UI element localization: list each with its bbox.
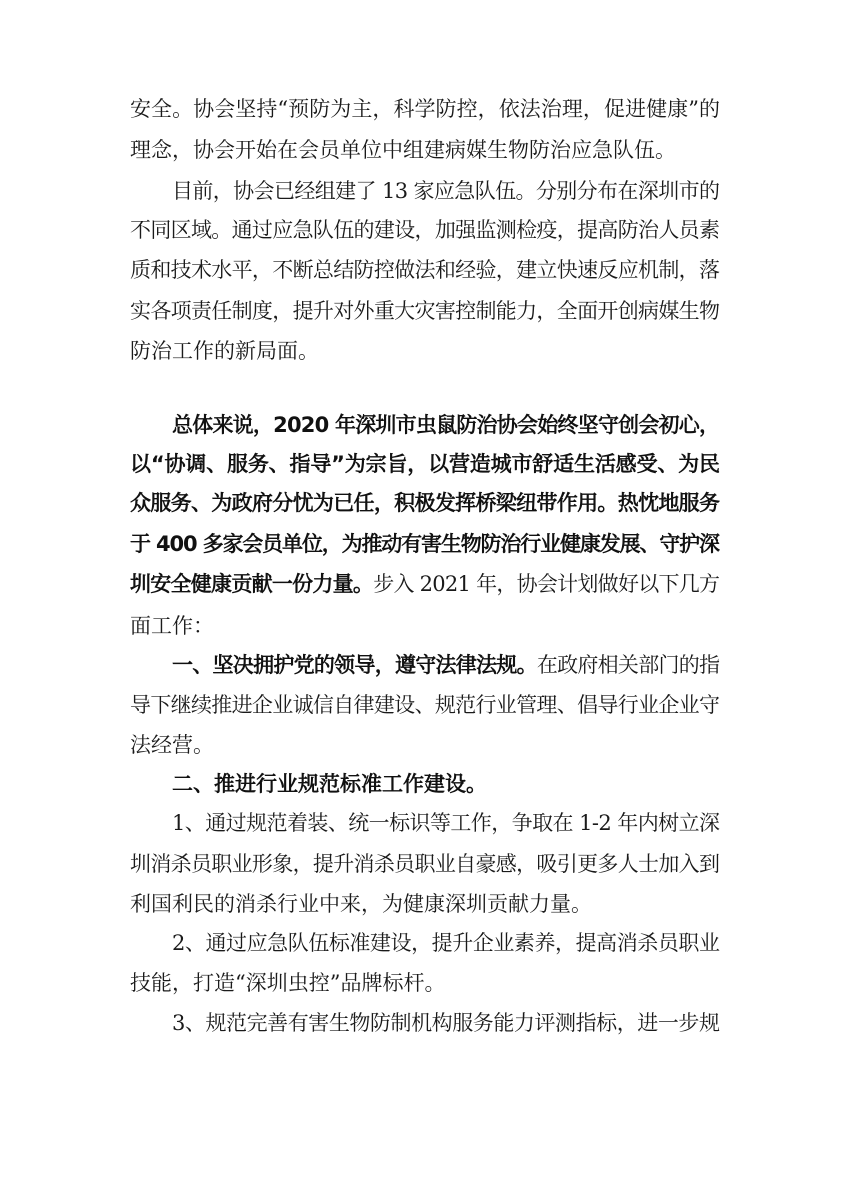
bold-text-run: 总体来说，2020 年深圳市虫鼠防治协会始终坚守创会初心，	[172, 413, 720, 437]
text-line	[0, 564, 849, 604]
text-line	[0, 645, 849, 685]
text-line-content	[172, 405, 719, 445]
text-line-content	[130, 963, 445, 1003]
text-line-content	[130, 524, 719, 564]
text-line-content	[172, 1003, 720, 1043]
text-line	[0, 884, 849, 924]
text-run: 安全。协会坚持“预防为主，科学防控，依法治理，促进健康”的	[130, 97, 721, 121]
text-run: 法经营。	[130, 733, 214, 757]
text-line-content	[130, 89, 720, 129]
text-run: 不同区域。通过应急队伍的建设，加强监测检疫，提高防治人员素	[130, 218, 720, 242]
text-line	[0, 89, 849, 129]
text-line	[0, 844, 849, 884]
text-run: 3、规范完善有害生物防制机构服务能力评测指标，进一步规	[172, 1011, 720, 1035]
text-run: 理念，协会开始在会员单位中组建病媒生物防治应急队伍。	[130, 138, 676, 162]
text-run: 步入 2021 年，协会计划做好以下几方	[373, 572, 720, 596]
text-line-content	[130, 844, 719, 884]
text-run: 在政府相关部门的指	[536, 653, 720, 677]
text-line	[0, 291, 849, 331]
text-line	[0, 923, 849, 963]
text-line-content	[130, 130, 676, 170]
bold-text-run: 众服务、为政府分忧为已任，积极发挥桥梁纽带作用。热忱地服务	[130, 491, 720, 515]
bold-text-run: 二、推进行业规范标准工作建设。	[172, 772, 487, 796]
text-run: 利国利民的消杀行业中来，为健康深圳贡献力量。	[130, 892, 592, 916]
text-line	[0, 685, 849, 725]
text-line-content	[172, 171, 719, 211]
text-line	[0, 483, 849, 523]
text-run: 实各项责任制度，提升对外重大灾害控制能力，全面开创病媒生物	[130, 299, 720, 323]
text-line-content	[130, 210, 719, 250]
text-run: 1、通过规范着装、统一标识等工作，争取在 1-2 年内树立深	[172, 811, 720, 835]
text-line	[0, 725, 849, 765]
text-line-content	[130, 606, 214, 646]
text-line	[0, 1003, 849, 1043]
text-line-content	[130, 291, 719, 331]
text-line	[0, 444, 849, 484]
text-line-content	[172, 645, 719, 685]
text-run: 导下继续推进企业诚信自律建设、规范行业管理、倡导行业企业守	[130, 693, 720, 717]
text-run: 2、通过应急队伍标准建设，提升企业素养，提高消杀员职业	[172, 931, 720, 955]
bold-text-run: 一、坚决拥护党的领导，遵守法律法规。	[172, 653, 537, 677]
bold-text-run: 于 400 多家会员单位，为推动有害生物防治行业健康发展、守护深	[130, 532, 719, 556]
text-run: 目前，协会已经组建了 13 家应急队伍。分别分布在深圳市的	[172, 179, 720, 203]
bold-text-run: 以“协调、服务、指导”为宗旨，以营造城市舒适生活感受、为民	[130, 452, 720, 476]
text-run: 圳消杀员职业形象，提升消杀员职业自豪感，吸引更多人士加入到	[130, 852, 720, 876]
text-line	[0, 130, 849, 170]
text-line	[0, 524, 849, 564]
text-line-content	[130, 250, 719, 290]
text-line-content	[130, 483, 719, 523]
text-line-content	[130, 884, 592, 924]
text-line-content	[130, 331, 319, 371]
text-line-content	[172, 764, 487, 804]
text-line-content	[130, 725, 214, 765]
text-line-content	[172, 803, 719, 843]
text-run: 质和技术水平，不断总结防控做法和经验，建立快速反应机制，落	[130, 258, 720, 282]
text-run: 面工作：	[130, 614, 214, 638]
text-line	[0, 803, 849, 843]
bold-text-run: 圳安全健康贡献一份力量。	[130, 572, 374, 596]
text-line	[0, 250, 849, 290]
text-line-content	[130, 564, 719, 604]
text-line	[0, 606, 849, 646]
text-run: 技能，打造“深圳虫控”品牌标杆。	[130, 971, 446, 995]
text-run: 防治工作的新局面。	[130, 339, 319, 363]
text-line-content	[172, 923, 720, 963]
text-line-content	[130, 444, 720, 484]
text-line	[0, 764, 849, 804]
text-line	[0, 210, 849, 250]
text-line	[0, 963, 849, 1003]
text-line	[0, 331, 849, 371]
text-line-content	[130, 685, 719, 725]
text-line	[0, 405, 849, 445]
text-line	[0, 171, 849, 211]
